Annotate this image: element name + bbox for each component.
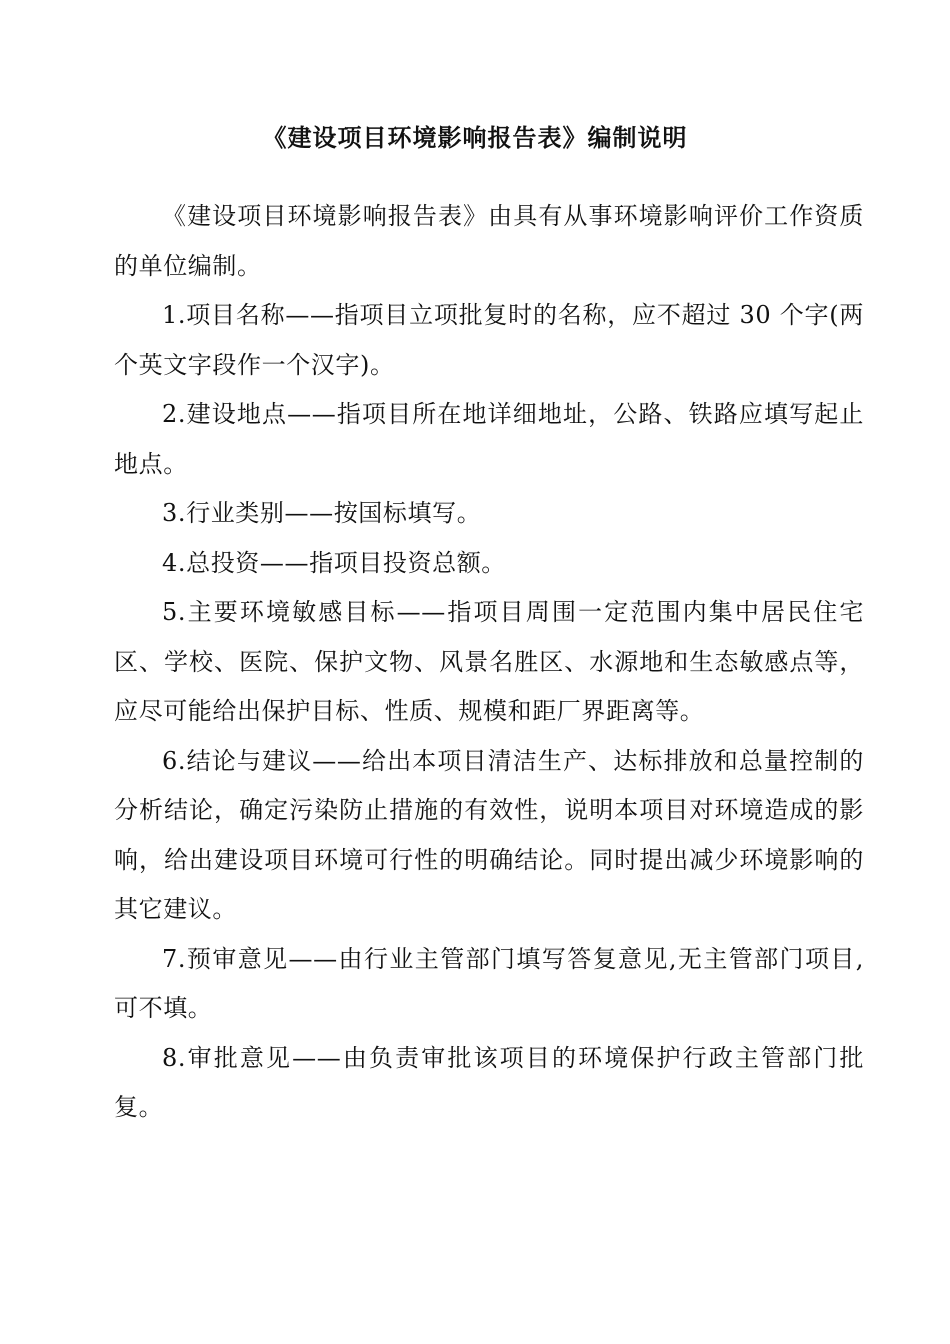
item-approval-opinion: 8.审批意见——由负责审批该项目的环境保护行政主管部门批复。	[114, 1043, 864, 1121]
intro-paragraph: 《建设项目环境影响报告表》由具有从事环境影响评价工作资质的单位编制。	[114, 202, 864, 280]
item-project-name: 1.项目名称——指项目立项批复时的名称，应不超过 30 个字(两个英文字段作一个汉字)。	[114, 301, 864, 379]
item-sensitive-targets: 5.主要环境敏感目标——指项目周围一定范围内集中居民住宅区、学校、医院、保护文物、风景名胜区、水源地和生态敏感点等，应尽可能给出保护目标、性质、规模和距厂界距离等。	[114, 598, 864, 725]
item-industry-category: 3.行业类别——按国标填写。	[162, 499, 482, 527]
item-preliminary-review: 7.预审意见——由行业主管部门填写答复意见,无主管部门项目,可不填。	[114, 944, 864, 1022]
item-conclusion-suggestions: 6.结论与建议——给出本项目清洁生产、达标排放和总量控制的分析结论，确定污染防止措施的有效性，说明本项目对环境造成的影响，给出建设项目环境可行性的明确结论。同时提出减少环境影响的其它建议。	[114, 746, 864, 923]
item-construction-site: 2.建设地点——指项目所在地详细地址，公路、铁路应填写起止地点。	[114, 400, 864, 478]
document-title: 《建设项目环境影响报告表》编制说明	[262, 124, 688, 152]
document-body	[114, 192, 864, 1133]
item-total-investment: 4.总投资——指项目投资总额。	[162, 548, 506, 577]
